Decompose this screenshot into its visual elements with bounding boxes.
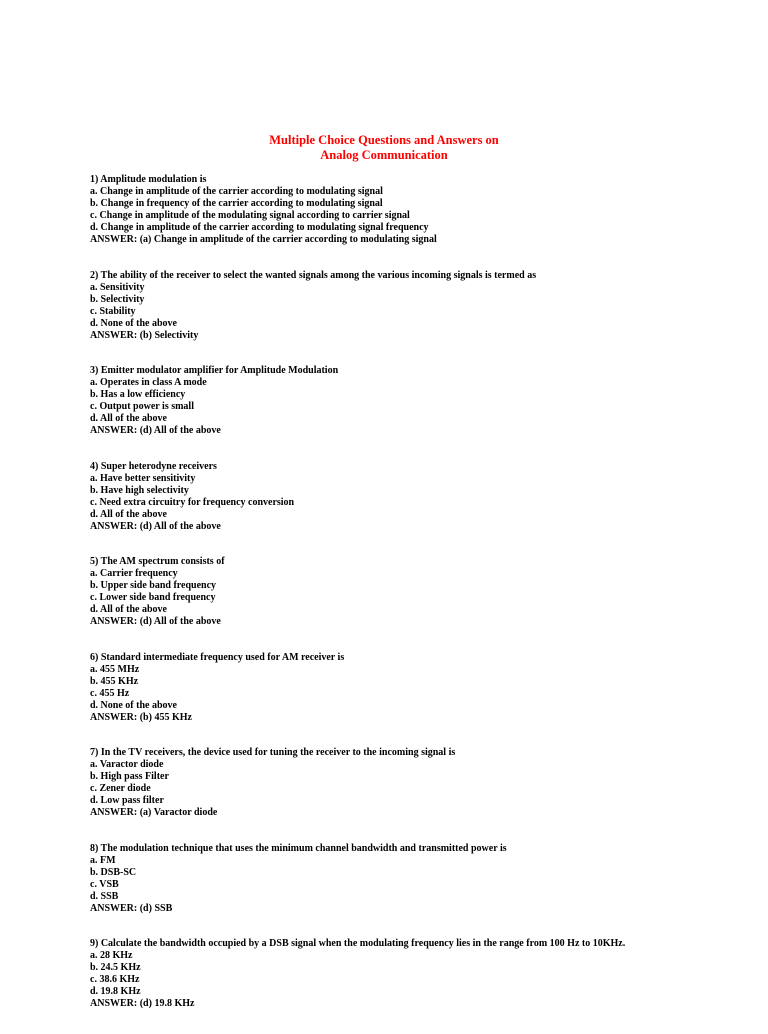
option-text: b. Have high selectivity — [90, 484, 189, 496]
question-block — [90, 938, 750, 1010]
option-text: a. 455 MHz — [90, 663, 140, 675]
option-text: a. FM — [90, 854, 116, 866]
option-text: b. Change in frequency of the carrier according to modulating signal — [90, 198, 383, 209]
option-text: c. Change in amplitude of the modulating signal according to carrier signal — [90, 210, 410, 221]
answer-text: ANSWER: (d) All of the above — [90, 425, 221, 436]
option-text: b. Has a low efficiency — [90, 389, 186, 400]
option-text: a. Sensitivity — [90, 281, 145, 293]
option-text: c. Lower side band frequency — [90, 592, 216, 603]
question-text: 5) The AM spectrum consists of — [90, 556, 225, 567]
option-text: c. 38.6 KHz — [90, 974, 140, 985]
question-block — [90, 652, 750, 724]
option-text: d. Change in amplitude of the carrier according to modulating signal frequency — [90, 222, 429, 233]
question-block — [90, 365, 750, 437]
option-text: a. Change in amplitude of the carrier according to modulating signal — [90, 186, 383, 197]
title-line-2: Analog Communication — [320, 148, 448, 162]
question-text: 6) Standard intermediate frequency used for AM receiver is — [90, 651, 345, 663]
option-text: a. Carrier frequency — [90, 568, 178, 579]
option-text: b. Selectivity — [90, 293, 145, 305]
option-text: b. DSB-SC — [90, 866, 137, 878]
option-text: b. 455 KHz — [90, 675, 139, 687]
option-text: d. All of the above — [90, 508, 167, 520]
option-text: c. VSB — [90, 878, 119, 890]
question-text: 7) In the TV receivers, the device used for tuning the receiver to the incoming signal is — [90, 747, 456, 758]
question-block — [90, 174, 750, 246]
option-text: d. None of the above — [90, 699, 177, 711]
option-text: b. High pass Filter — [90, 771, 169, 782]
option-text: d. All of the above — [90, 604, 167, 615]
answer-text: ANSWER: (d) All of the above — [90, 616, 221, 627]
option-text: c. 455 Hz — [90, 687, 130, 699]
option-text: a. Varactor diode — [90, 759, 164, 770]
option-text: a. Operates in class A mode — [90, 377, 207, 388]
question-text: 1) Amplitude modulation is — [90, 174, 207, 185]
option-text: b. Upper side band frequency — [90, 580, 217, 591]
option-text: a. 28 KHz — [90, 950, 133, 961]
question-block — [90, 461, 750, 533]
answer-text: ANSWER: (a) Change in amplitude of the carrier according to modulating signal — [90, 234, 437, 245]
option-text: c. Stability — [90, 305, 136, 317]
option-text: c. Output power is small — [90, 401, 194, 412]
question-block — [90, 556, 750, 628]
title-line-1: Multiple Choice Questions and Answers on — [269, 133, 499, 147]
option-text: b. 24.5 KHz — [90, 962, 141, 973]
answer-text: ANSWER: (b) Selectivity — [90, 329, 199, 341]
question-block — [90, 270, 750, 342]
question-block — [90, 747, 750, 819]
question-block — [90, 843, 750, 915]
option-text: d. Low pass filter — [90, 795, 164, 806]
question-text: 3) Emitter modulator amplifier for Amplitude Modulation — [90, 365, 339, 376]
option-text: c. Need extra circuitry for frequency conversion — [90, 496, 295, 508]
answer-text: ANSWER: (d) 19.8 KHz — [90, 998, 195, 1009]
answer-text: ANSWER: (a) Varactor diode — [90, 807, 218, 818]
option-text: d. All of the above — [90, 413, 167, 424]
answer-text: ANSWER: (b) 455 KHz — [90, 711, 192, 723]
question-text: 9) Calculate the bandwidth occupied by a DSB signal when the modulating frequency lies in the range from 100 Hz to 10KHz. — [90, 938, 626, 949]
option-text: d. SSB — [90, 890, 119, 902]
question-text: 4) Super heterodyne receivers — [90, 460, 217, 472]
question-list — [90, 174, 750, 1034]
option-text: d. 19.8 KHz — [90, 986, 141, 997]
answer-text: ANSWER: (d) All of the above — [90, 520, 221, 532]
question-text: 8) The modulation technique that uses the minimum channel bandwidth and transmitted power is — [90, 842, 507, 854]
page-title — [0, 133, 768, 163]
question-text: 2) The ability of the receiver to select the wanted signals among the various incoming signals is termed as — [90, 269, 537, 281]
option-text: a. Have better sensitivity — [90, 472, 196, 484]
answer-text: ANSWER: (d) SSB — [90, 902, 173, 914]
option-text: c. Zener diode — [90, 783, 151, 794]
option-text: d. None of the above — [90, 317, 177, 329]
